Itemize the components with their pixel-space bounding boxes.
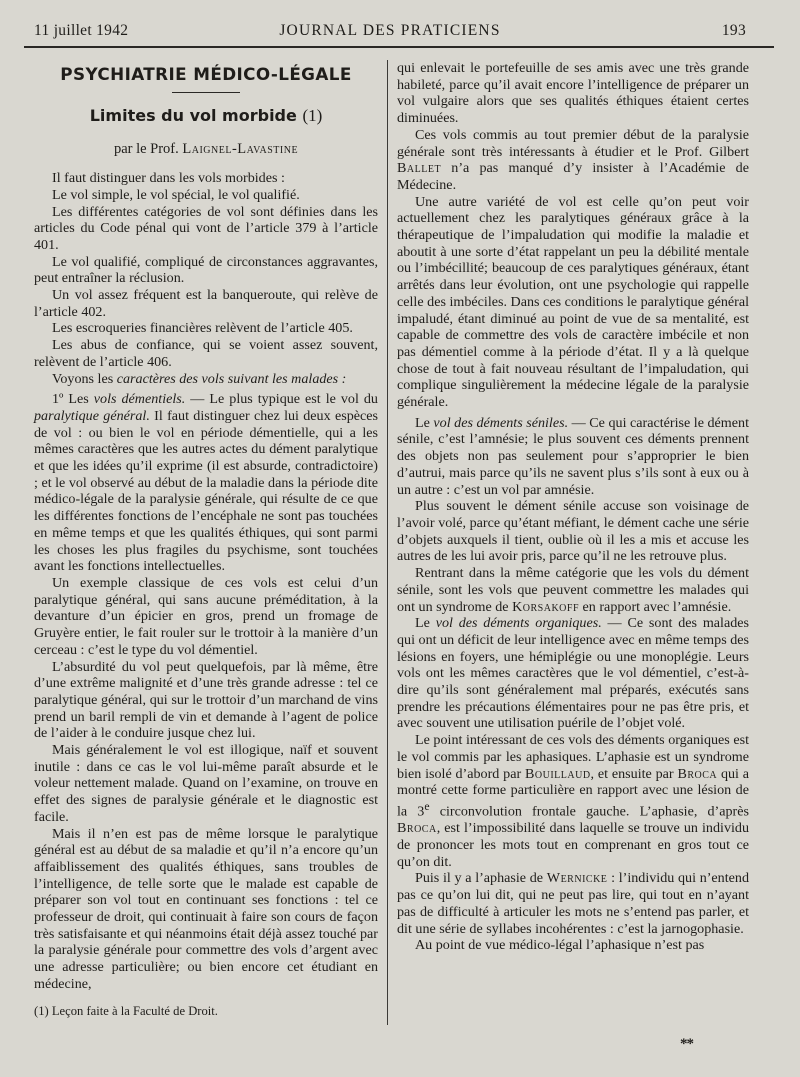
article-title <box>34 105 378 125</box>
paragraph: L’absurdité du vol peut quelquefois, par là même, être d’une extrême malignité et d’une très grande adresse : tel ce paralytique général, qui sur le trottoir d’un marchand de vins prend un baril rempli de vin et demande à l’agent de police de l’aider à le conduire jusque chez lui. <box>34 658 378 742</box>
text-run: Rentrant dans la même catégorie que les vols du dément sénile, sont les vols que peuvent commettre les malades qui ont un syndrome de <box>397 565 749 615</box>
paragraph <box>397 565 749 615</box>
italic-run: paralytique général. <box>34 407 150 424</box>
header-date: 11 juillet 1942 <box>34 22 129 39</box>
running-header <box>34 22 746 44</box>
text-run: , et ensuite par <box>590 765 674 782</box>
paragraph <box>34 371 378 388</box>
person-name: Ballet <box>397 160 442 177</box>
header-journal-title: JOURNAL DES PRATICIENS <box>279 22 501 39</box>
text-run: — Le plus typique est le vol du <box>185 391 378 408</box>
left-column <box>34 60 378 993</box>
right-column <box>397 60 749 954</box>
paragraph <box>397 127 749 194</box>
paragraph: Une autre variété de vol est celle qu’on peut voir actuellement chez les paralytiques généraux grâce à la thérapeutique de l’impaludation qui modifie la maladie et aboutit à une sorte d’état rappelant un peu la débilité mentale ou l’imbécillité; beaucoup de ces paralytiques généraux, étant arrêtés dans leur évolution, ont une psychologie qui rappelle celle des imbéciles. Dans ces conditions le paralytique général impaludé, étant diminué au point de vue de sa mentalité, est capable de commettre des vols de caractère imbécile et non pas démentiel comme à la période d’état. Il y a là quelque chose de tout à fait nouveau résultant de l’impaludation, qui complique singulièrement la médecine légale de la paralysie générale. <box>397 193 749 411</box>
italic-run: vol des déments organiques. <box>435 615 602 632</box>
text-run: n’a pas manqué d’y insister à l’Académie de Médecine. <box>397 160 749 193</box>
text-run: , est l’impossibilité dans laquelle se trouve un individu de prononcer les mots tout en comprenant en gros tout ce qu’on dit. <box>397 820 749 870</box>
text-run: Le point intéressant de ces vols des déments organiques est le vol commis par les aphasiques. L’aphasie est un syndrome bien isolé d’abord par <box>397 732 749 782</box>
paragraph: Les abus de confiance, qui se voient assez souvent, relèvent de l’article 406. <box>34 337 378 370</box>
text-run: qui a montré cette forme particulière en rapport avec une lésion de la 3 <box>397 765 750 820</box>
text-run: Il faut distinguer chez lui deux espèces de vol : ou bien le vol en période démentielle, qui a les mêmes caractères que les autres actes du dément paralytique et que les idées qu’il exprime (il est absurde, contradictoire) ; et le vol observé au début de la maladie dans la période dite médico-légale de la paralysie générale, qui résulte de ce que les différentes fonctions de l’encéphale ne sont pas touchées en même temps et que les qualités éthiques, qui sont parmi les choses les plus fragiles du psychisme, sont touchées avant les fonctions intellectuelles. <box>34 407 378 575</box>
paragraph: Mais il n’en est pas de même lorsque le paralytique général est au début de sa maladie et qu’il n’a encore qu’un affaiblissement des qualités éthiques, sans troubles de l’intelligence, de telle sorte que le malade est capable de préparer son vol tout en continuant ses fonctions : tel ce professeur de droit, qui continuait à faire son cours de façon très satisfaisante et qui néanmoins était déjà assez touché par la paralysie générale pour commettre des vols d’argent avec une adresse particulière; ou bien encore cet étudiant en médecine, <box>34 825 378 992</box>
paragraph: Il faut distinguer dans les vols morbides : <box>52 170 285 187</box>
paragraph: Un exemple classique de ces vols est celui d’un paralytique général, qui sans aucune préméditation, à la devanture d’un épicier en gros, prend un fromage de Gruyère entier, le fait rouler sur le trottoir à la manière d’un cerceau : c’est le type du vol démentiel. <box>34 574 378 658</box>
text-run: Ces vols commis au tout premier début de la paralysie générale sont très intéressants à étudier et le Prof. Gilbert <box>397 126 749 160</box>
column-divider <box>387 60 388 1025</box>
italic-run: caractères des vols suivant les malades : <box>116 370 347 387</box>
article-title-text: Limites du vol morbide <box>89 105 297 125</box>
italic-run: vols démentiels. <box>93 391 186 408</box>
text-run: : l’individu qui n’entend pas ce qu’on lui dit, qui ne peut pas lire, qui tout en n’ayant pas de difficulté à articuler les mots ne s’entend pas parler, et dit une série de syllabes incohérentes : c’est la jarnogophasie. <box>397 870 749 937</box>
paragraph: Au point de vue médico-légal l’aphasique n’est pas <box>415 937 705 954</box>
footnote: (1) Leçon faite à la Faculté de Droit. <box>34 1004 218 1018</box>
text-run: Voyons les <box>52 370 114 387</box>
end-mark: ** <box>680 1036 693 1052</box>
superscript: e <box>424 799 430 813</box>
title-rule <box>172 92 240 93</box>
paragraph <box>397 415 749 499</box>
paragraph <box>397 732 749 870</box>
text-run: — Ce qui caractérise le dément sénile, c’est l’amnésie; le plus souvent ces déments prennent des objets non pas seulement pour s’approprier le bien d’autrui, mais parce qu’ils ne savent plus s’ils sont à eux ou à un autre : c’est un vol par amnésie. <box>397 414 749 498</box>
text-run: Le <box>415 414 430 431</box>
text-run: Puis il y a l’aphasie de <box>415 870 544 887</box>
paragraph: qui enlevait le portefeuille de ses amis avec une très grande habileté, parce qu’il avait encore l’intelligence de préparer un vol vulgaire alors que ses qualités éthiques étaient certes diminuées. <box>397 60 749 127</box>
paragraph: Les différentes catégories de vol sont définies dans les articles du Code pénal qui vont de l’article 379 à l’article 401. <box>34 203 378 253</box>
paragraph <box>397 615 749 732</box>
header-rule <box>24 46 774 48</box>
paragraph: Un vol assez fréquent est la banqueroute, qui relève de l’article 402. <box>34 287 378 320</box>
person-name: Broca <box>677 765 718 782</box>
section-title: PSYCHIATRIE MÉDICO-LÉGALE <box>60 64 352 84</box>
person-name: Bouillaud <box>524 765 591 782</box>
text-run: circonvolution frontale gauche. L’aphasie, d’après <box>429 803 749 820</box>
text-run: 1º Les <box>52 391 89 408</box>
paragraph: Le vol simple, le vol spécial, le vol qualifié. <box>52 186 300 203</box>
text-run: — Ce sont des malades qui ont un déficit de leur intelligence avec en même temps des lésions en foyers, une hémiplégie ou une monoplégie. Leurs vols ont les mêmes caractères que le vol démentiel, c’est-à-dire qu’ils sont généralement mal préparés, exécutés sans prendre les précautions élémentaires pour ne pas être pris, et avec souvent une utilisation puérile de l’objet volé. <box>397 615 749 732</box>
paragraph: Les escroqueries financières relèvent de l’article 405. <box>52 320 353 337</box>
byline-prefix: par le Prof. <box>113 141 179 158</box>
text-run: en rapport avec l’amnésie. <box>579 598 732 615</box>
person-name: Korsakoff <box>512 598 580 615</box>
person-name: Broca <box>397 820 437 837</box>
author-name: Laignel-Lavastine <box>182 141 299 158</box>
italic-run: vol des déments séniles. <box>433 414 569 431</box>
header-page-number: 193 <box>721 22 746 39</box>
byline <box>34 141 378 158</box>
paragraph: Le vol qualifié, compliqué de circonstances aggravantes, peut entraîner la réclusion. <box>34 253 378 287</box>
paragraph <box>34 391 378 575</box>
article-title-footnote-ref: (1) <box>302 105 323 125</box>
person-name: Wernicke <box>546 870 608 887</box>
paragraph: Plus souvent le dément sénile accuse son voisinage de l’avoir volé, parce qu’étant méfiant, le dément cache une série d’objets auxquels il tient, oublie où il les a mis et accuse les autres de les lui avoir pris, parce qu’il ne les retrouve plus. <box>397 498 749 565</box>
paragraph: Mais généralement le vol est illogique, naïf et souvent inutile : dans ce cas le vol lui-même paraît absurde et le voleur nettement malade. Quand on l’examine, on trouve en effet des signes de paralysie générale et le diagnostic est facile. <box>34 742 378 825</box>
paragraph <box>397 870 749 937</box>
text-run: Le <box>415 615 430 632</box>
